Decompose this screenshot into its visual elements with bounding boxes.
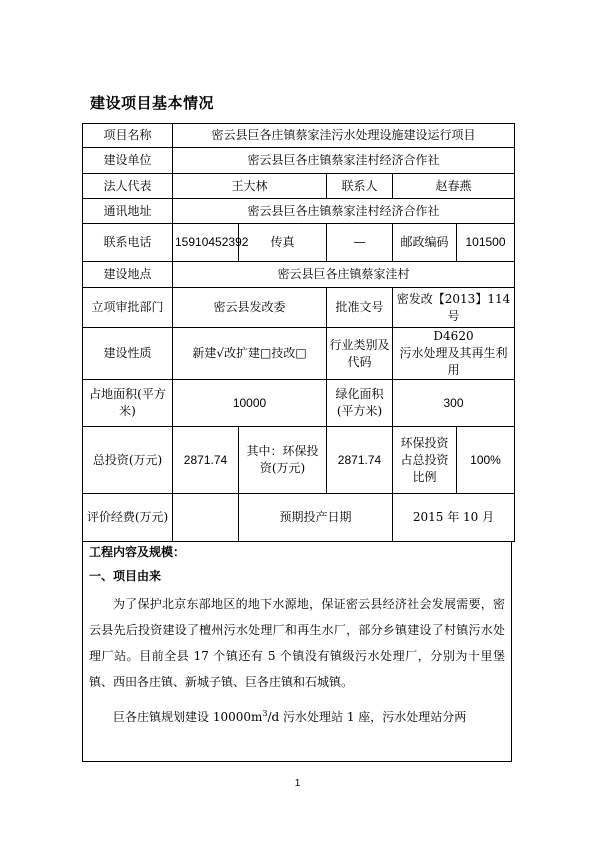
fax-label: 传真: [239, 224, 327, 262]
page-number: 1: [294, 778, 301, 789]
paragraph-2-end: /d 污水处理站 1 座，污水处理站分两: [267, 710, 467, 724]
site-value: 密云县巨各庄镇蔡家洼村: [173, 262, 515, 288]
postcode-value: 101500: [457, 224, 515, 262]
eval-fee-label: 评价经费(万元): [83, 494, 173, 542]
env-ratio-label: 环保投资占总投资比例: [393, 427, 457, 494]
investment-label: 总投资(万元): [83, 427, 173, 494]
unit-label: 建设单位: [83, 148, 173, 174]
paragraph-2-start: 巨各庄镇规划建设 10000m: [113, 710, 263, 724]
address-label: 通讯地址: [83, 199, 173, 224]
phone-label: 联系电话: [83, 224, 173, 262]
unit-superscript: 3: [262, 709, 268, 718]
area-value: 10000: [173, 380, 327, 427]
unit-value: 密云县巨各庄镇蔡家洼村经济合作社: [173, 148, 515, 174]
green-value: 300: [393, 380, 515, 427]
legal-rep-value: 王大林: [173, 174, 327, 199]
project-name-value: 密云县巨各庄镇蔡家洼污水处理设施建设运行项目: [173, 124, 515, 148]
industry-label: 行业类别及代码: [327, 328, 393, 380]
green-label: 绿化面积(平方米): [327, 380, 393, 427]
contact-value: 赵春燕: [393, 174, 515, 199]
operation-date-value: 2015 年 10 月: [393, 494, 515, 542]
industry-name: 污水处理及其再生利用: [399, 346, 508, 377]
content-paragraph-2: [89, 701, 505, 730]
phone-value: 15910452392: [173, 224, 239, 262]
address-value: 密云县巨各庄镇蔡家洼村经济合作社: [173, 199, 515, 224]
approval-no-label: 批准文号: [327, 288, 393, 328]
content-heading: 工程内容及规模：: [89, 545, 186, 559]
industry-value: [393, 328, 515, 380]
legal-rep-label: 法人代表: [83, 174, 173, 199]
env-invest-label: 其中：环保投资(万元): [239, 427, 327, 494]
industry-code: D4620: [433, 329, 474, 343]
project-content-section: [82, 541, 512, 762]
area-label: 占地面积(平方米): [83, 380, 173, 427]
section-title: 建设项目基本情况: [90, 94, 215, 112]
investment-value: 2871.74: [173, 427, 239, 494]
approval-dept-value: 密云县发改委: [173, 288, 327, 328]
operation-date-label: 预期投产日期: [239, 494, 393, 542]
site-label: 建设地点: [83, 262, 173, 288]
contact-label: 联系人: [327, 174, 393, 199]
content-paragraph-1: 为了保护北京东部地区的地下水源地，保证密云县经济社会发展需要，密云县先后投资建设了檀州污水处理厂和再生水厂，部分乡镇建设了村镇污水处理厂站。目前全县 17 个镇还有 5 个镇没有镇级污水处理厂，分别为十里堡镇、西田各庄镇、新城子镇、巨各庄镇和石城镇。: [89, 597, 505, 689]
project-name-label: 项目名称: [83, 124, 173, 148]
content-subheading: 一、项目由来: [89, 569, 162, 583]
env-invest-value: 2871.74: [327, 427, 393, 494]
nature-value: 新建√改扩建□技改□: [173, 328, 327, 380]
fax-value: —: [327, 224, 393, 262]
basic-info-table: [82, 123, 515, 542]
env-ratio-value: 100%: [457, 427, 515, 494]
nature-label: 建设性质: [83, 328, 173, 380]
postcode-label: 邮政编码: [393, 224, 457, 262]
approval-dept-label: 立项审批部门: [83, 288, 173, 328]
eval-fee-value: [173, 494, 239, 542]
approval-no-value: 密发改【2013】114 号: [393, 288, 515, 328]
